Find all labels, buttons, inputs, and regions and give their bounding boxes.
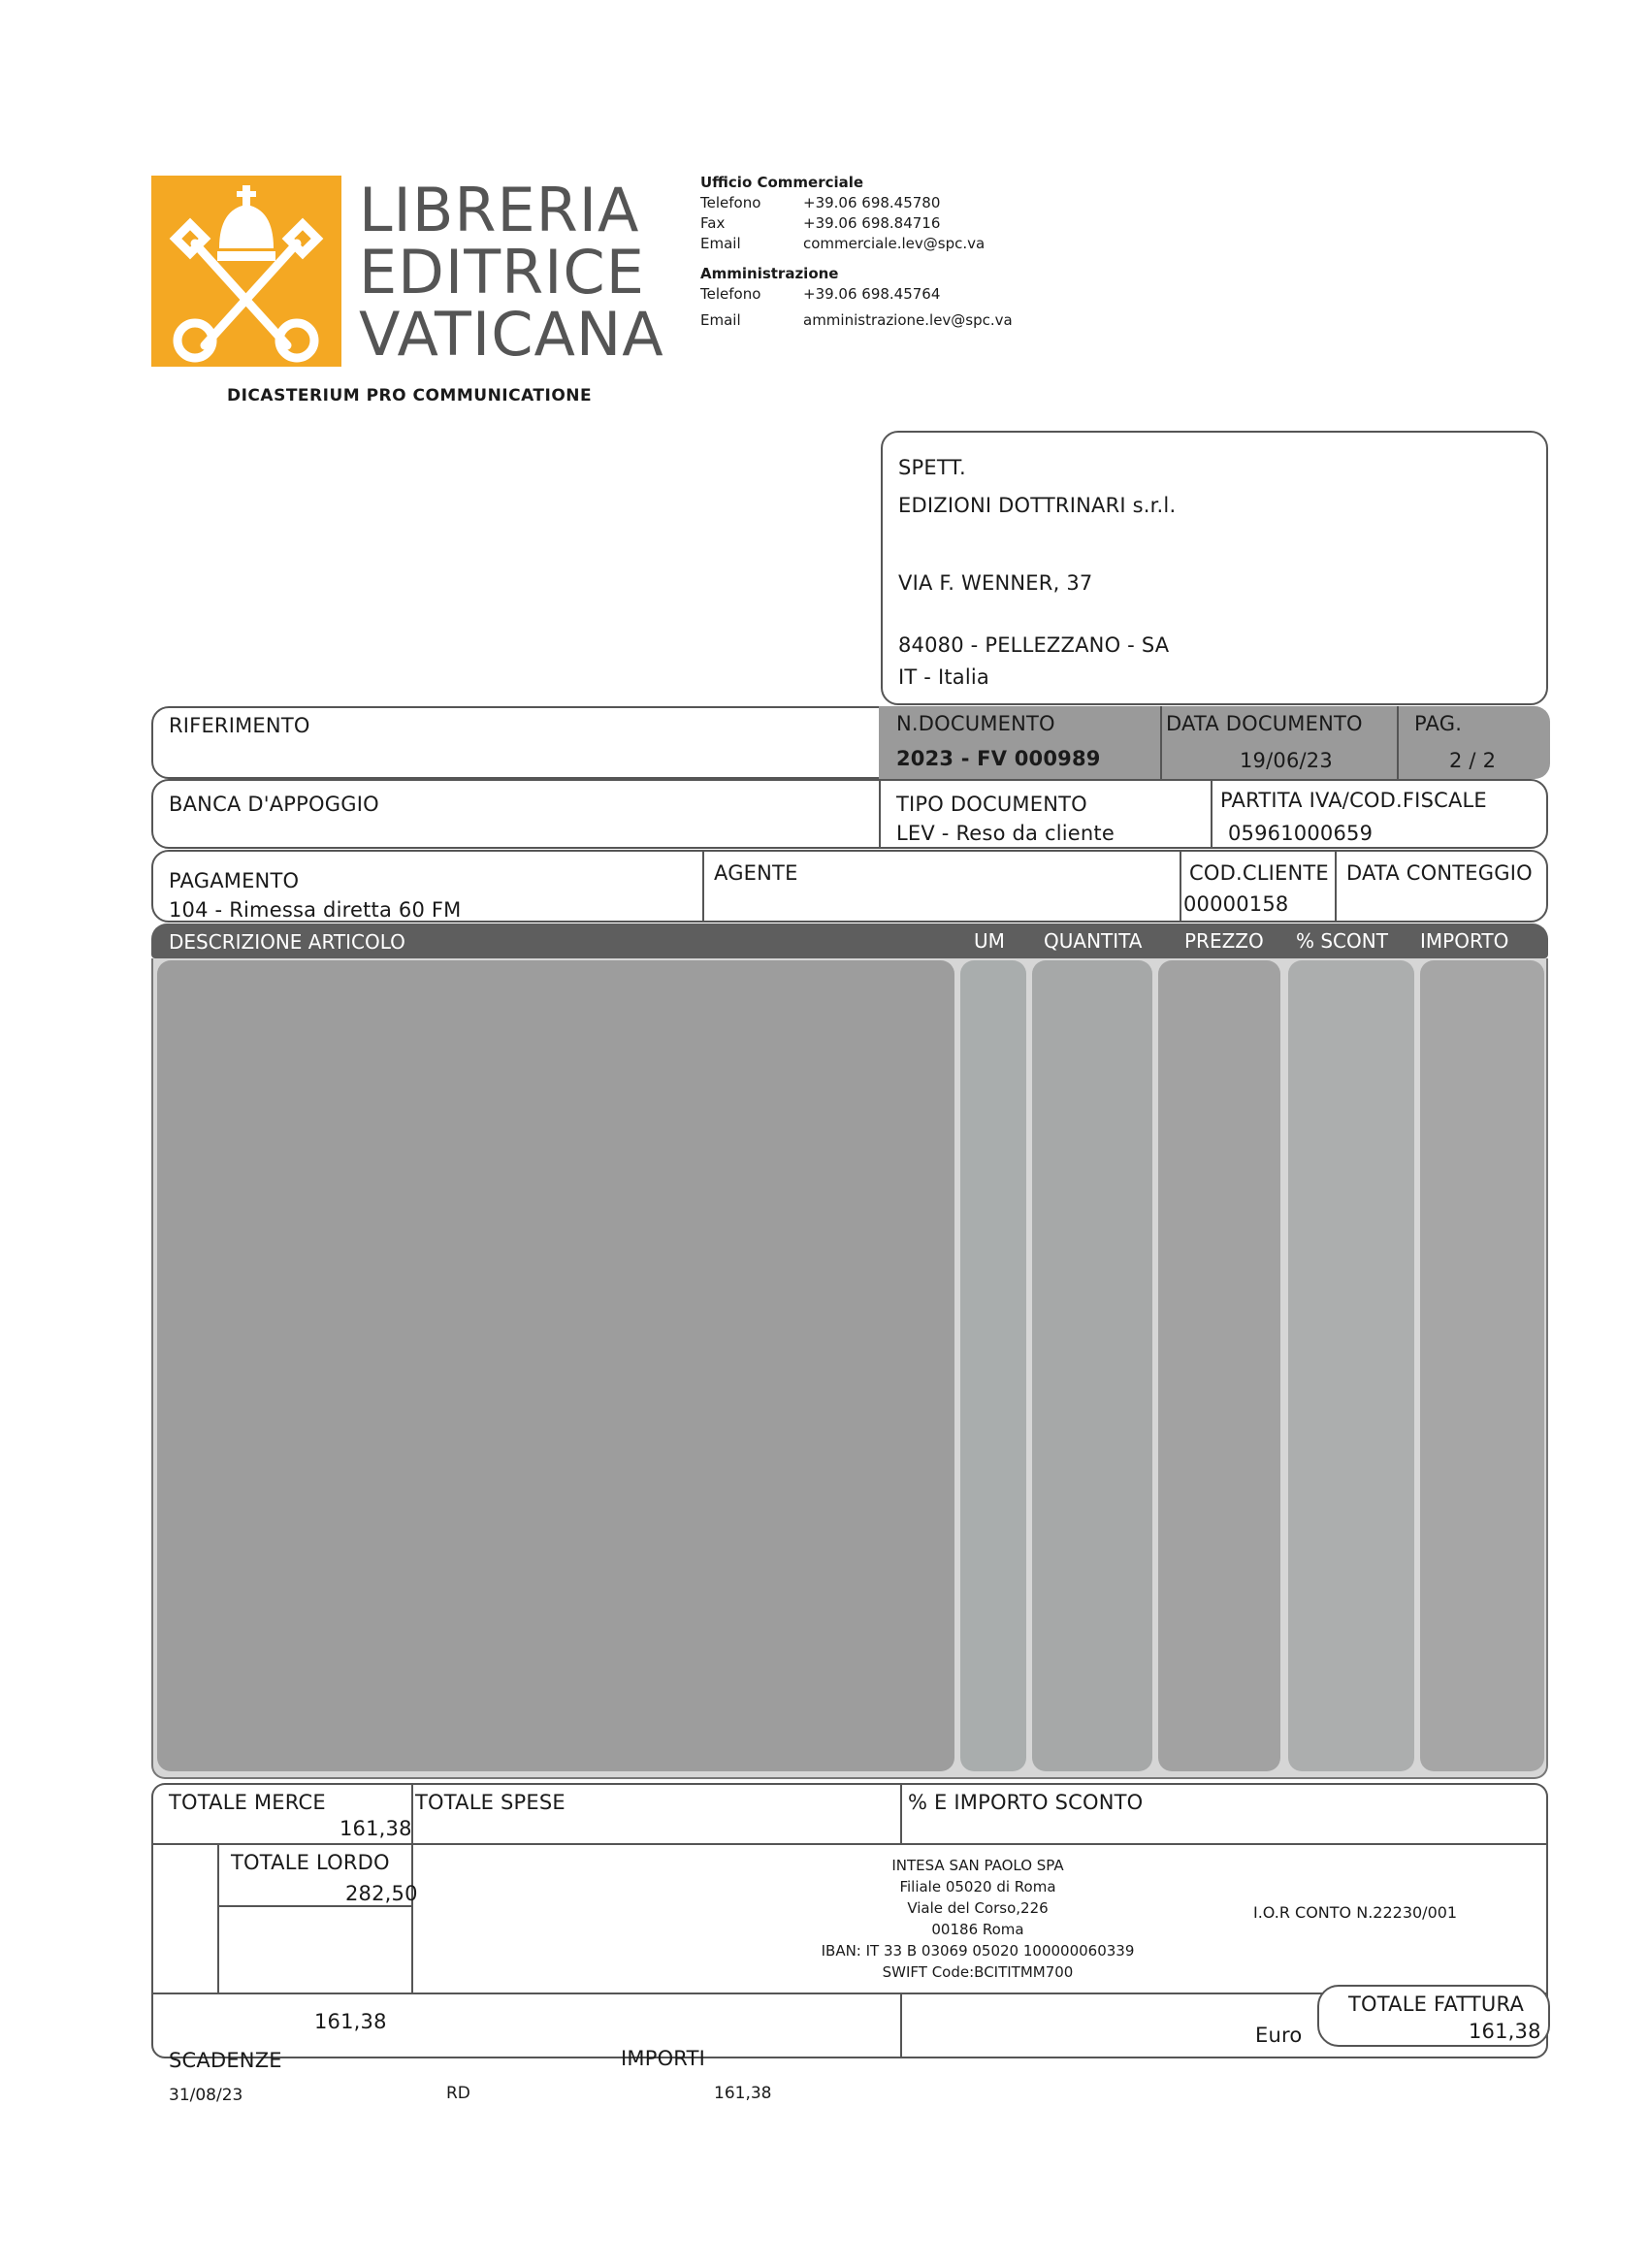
col-descrizione bbox=[157, 960, 954, 1771]
recipient-box bbox=[881, 431, 1548, 705]
col-descrizione-header: DESCRIZIONE ARTICOLO bbox=[169, 930, 405, 954]
logo-wordmark bbox=[359, 175, 679, 370]
amministrazione-title: Amministrazione bbox=[700, 265, 839, 282]
totals-row-1 bbox=[151, 1783, 1548, 1843]
ufficio-row: Email commerciale.lev@spc.va bbox=[700, 235, 986, 252]
riferimento-label: RIFERIMENTO bbox=[169, 714, 310, 737]
pagamento-row bbox=[151, 850, 1548, 923]
totals-row-2 bbox=[151, 1843, 1548, 1993]
col-um bbox=[960, 960, 1026, 1771]
datadoc-label: DATA DOCUMENTO bbox=[1166, 712, 1363, 735]
tipodoc-label: TIPO DOCUMENTO bbox=[896, 793, 1087, 816]
bank-details bbox=[735, 1855, 1220, 1983]
totale-merce-value: 161,38 bbox=[340, 1817, 412, 1840]
banca-label: BANCA D'APPOGGIO bbox=[169, 793, 379, 816]
ufficio-row: Telefono +39.06 698.45780 bbox=[700, 194, 941, 211]
bank-line: Filiale 05020 di Roma bbox=[899, 1878, 1056, 1895]
bank-line: SWIFT Code:BCITITMM700 bbox=[882, 1963, 1074, 1981]
amm-row: Email amministrazione.lev@spc.va bbox=[700, 311, 1013, 329]
codcliente-value: 00000158 bbox=[1183, 892, 1289, 916]
bank-line: 00186 Roma bbox=[931, 1921, 1024, 1938]
scadenze-label: SCADENZE bbox=[169, 2049, 282, 2072]
bottom-total-value: 161,38 bbox=[314, 2010, 387, 2033]
scadenza-type: RD bbox=[446, 2084, 470, 2103]
codcliente-label: COD.CLIENTE bbox=[1189, 861, 1329, 885]
dataconteggio-label: DATA CONTEGGIO bbox=[1346, 861, 1533, 885]
logo-line-1: LIBRERIA bbox=[359, 175, 640, 245]
recipient-street: VIA F. WENNER, 37 bbox=[898, 571, 1093, 595]
totale-lordo-label: TOTALE LORDO bbox=[231, 1851, 390, 1874]
piva-label: PARTITA IVA/COD.FISCALE bbox=[1220, 789, 1487, 812]
scadenza-amount: 161,38 bbox=[714, 2084, 772, 2103]
logo-line-2: EDITRICE bbox=[359, 237, 645, 308]
bank-line: IBAN: IT 33 B 03069 05020 100000060339 bbox=[821, 1942, 1135, 1960]
keys-emblem-icon bbox=[151, 176, 341, 367]
col-prezzo bbox=[1158, 960, 1280, 1771]
col-prezzo-header: PREZZO bbox=[1184, 929, 1264, 953]
col-quantita bbox=[1032, 960, 1152, 1771]
col-um-header: UM bbox=[974, 929, 1005, 953]
ior-conto: I.O.R CONTO N.22230/001 bbox=[1253, 1903, 1458, 1922]
importi-label: IMPORTI bbox=[621, 2047, 705, 2070]
riferimento-row bbox=[151, 706, 1548, 779]
ndoc-label: N.DOCUMENTO bbox=[896, 712, 1055, 735]
totale-spese-label: TOTALE SPESE bbox=[415, 1791, 566, 1814]
company-subtitle: DICASTERIUM PRO COMMUNICATIONE bbox=[227, 386, 593, 405]
recipient-name: EDIZIONI DOTTRINARI s.r.l. bbox=[898, 494, 1177, 517]
logo-emblem bbox=[151, 176, 341, 367]
logo-line-3: VATICANA bbox=[359, 299, 664, 370]
datadoc-value: 19/06/23 bbox=[1240, 749, 1333, 772]
scadenza-date: 31/08/23 bbox=[169, 2086, 243, 2105]
contact-block bbox=[700, 173, 1013, 331]
totale-fattura-label: TOTALE FATTURA bbox=[1348, 1993, 1525, 2016]
agente-label: AGENTE bbox=[714, 861, 798, 885]
tipodoc-value: LEV - Reso da cliente bbox=[896, 822, 1115, 845]
col-sconto-header: % SCONT bbox=[1296, 929, 1388, 953]
table-body bbox=[151, 958, 1548, 1779]
pagamento-label: PAGAMENTO bbox=[169, 869, 300, 892]
amm-row: Telefono +39.06 698.45764 bbox=[700, 285, 941, 303]
banca-row bbox=[151, 779, 1548, 849]
recipient-salutation: SPETT. bbox=[898, 456, 966, 479]
ufficio-row: Fax +39.06 698.84716 bbox=[700, 214, 941, 232]
euro-label: Euro bbox=[1255, 2024, 1303, 2047]
ufficio-title: Ufficio Commerciale bbox=[700, 174, 864, 191]
recipient-country: IT - Italia bbox=[898, 665, 989, 689]
pag-value: 2 / 2 bbox=[1449, 749, 1497, 772]
col-sconto bbox=[1288, 960, 1414, 1771]
col-importo-header: IMPORTO bbox=[1420, 929, 1509, 953]
bank-line: INTESA SAN PAOLO SPA bbox=[891, 1857, 1064, 1874]
pagamento-value: 104 - Rimessa diretta 60 FM bbox=[169, 898, 462, 922]
sconto-label: % E IMPORTO SCONTO bbox=[908, 1791, 1144, 1814]
totale-fattura-value: 161,38 bbox=[1469, 2020, 1541, 2043]
col-importo bbox=[1420, 960, 1544, 1771]
pag-label: PAG. bbox=[1414, 712, 1463, 735]
col-quantita-header: QUANTITA bbox=[1044, 929, 1143, 953]
table-header bbox=[151, 923, 1548, 958]
totale-fattura-box bbox=[1317, 1985, 1550, 2047]
totale-merce-label: TOTALE MERCE bbox=[169, 1791, 326, 1814]
piva-value: 05961000659 bbox=[1228, 822, 1374, 845]
totale-lordo-value: 282,50 bbox=[345, 1882, 418, 1905]
ndoc-value: 2023 - FV 000989 bbox=[896, 747, 1101, 770]
bank-line: Viale del Corso,226 bbox=[907, 1899, 1049, 1917]
recipient-city: 84080 - PELLEZZANO - SA bbox=[898, 633, 1170, 657]
